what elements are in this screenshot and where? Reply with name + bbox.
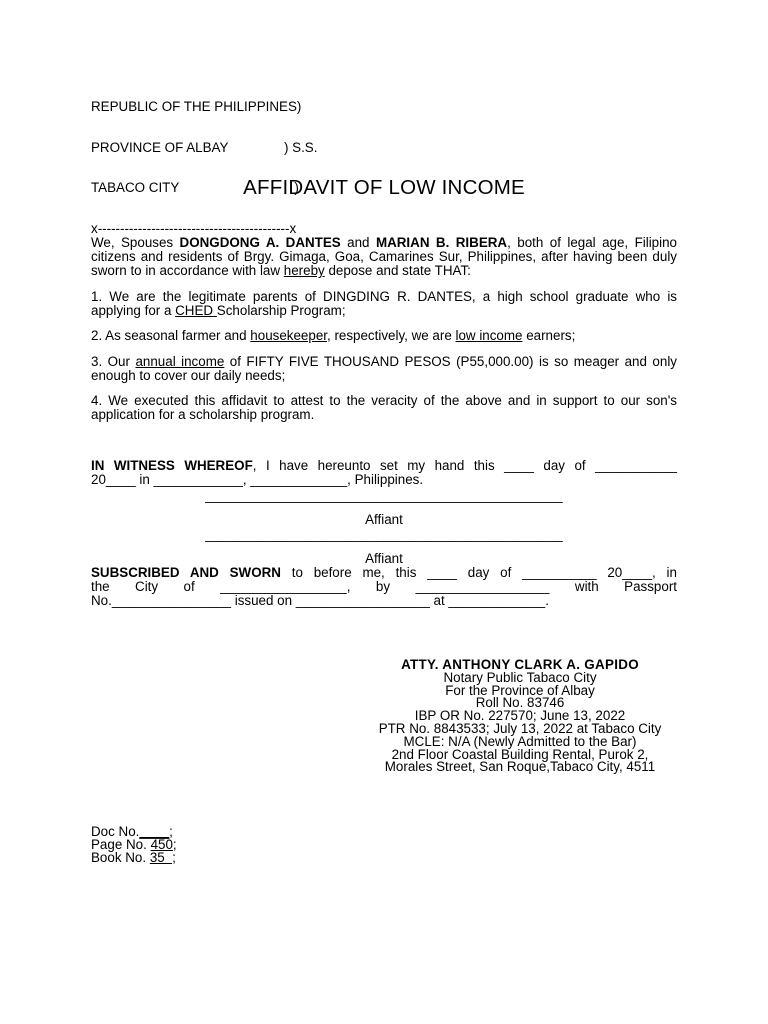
notary-roll-number: Roll No. 83746 bbox=[475, 695, 565, 711]
item-text: , respectively, we are bbox=[327, 328, 456, 343]
statement-item-4: 4. We executed this affidavit to attest to the veracity of the above and in support to our son's application for a scholarship program. bbox=[91, 393, 677, 422]
book-number-label: Book No. bbox=[91, 849, 150, 865]
item-text: 1. We are the legitimate parents of DINGDING R. DANTES, a high school graduate who is applying for a bbox=[91, 289, 677, 318]
witness-line-1 bbox=[91, 459, 677, 473]
notary-block bbox=[370, 659, 670, 774]
doc-number-end: ; bbox=[169, 824, 173, 839]
book-number bbox=[91, 849, 177, 865]
statement-item-1 bbox=[91, 290, 677, 318]
intro-text: , both of legal age, Filipino citizens and residents of Brgy. Gimaga, Goa, Camarines Sur, Philippines, after having been duly sworn to in accordance with law bbox=[91, 235, 677, 278]
document-title: AFFIDAVIT OF LOW INCOME bbox=[243, 176, 525, 199]
venue-line-city: TABACO CITY ) bbox=[91, 180, 299, 195]
venue-line-republic: REPUBLIC OF THE PHILIPPINES) bbox=[91, 99, 302, 114]
witness-heading: IN WITNESS WHEREOF bbox=[91, 458, 253, 473]
annual-income-text: annual income bbox=[135, 354, 225, 369]
low-income-text: low income bbox=[455, 328, 523, 343]
subscribed-text: to before me, this ____ day of __________ 20____, in bbox=[280, 565, 677, 580]
affiant-signature-line-2: ________________________________________________ bbox=[205, 527, 563, 542]
item-text: 3. Our bbox=[91, 354, 136, 369]
intro-text: depose and state THAT: bbox=[324, 263, 471, 278]
document-reference bbox=[91, 826, 177, 864]
affiant-name-2: MARIAN B. RIBERA bbox=[375, 235, 508, 250]
affiant-label-1: Affiant bbox=[365, 512, 403, 527]
book-number-value: 35 ; bbox=[149, 849, 176, 865]
item-text: 2. As seasonal farmer and bbox=[91, 328, 251, 343]
intro-text: We, Spouses bbox=[91, 235, 180, 250]
notary-province: For the Province of Albay bbox=[445, 682, 595, 698]
venue-separator: x-------------------------------------------x bbox=[91, 220, 297, 236]
page-number-end: ; bbox=[172, 836, 177, 852]
intro-paragraph bbox=[91, 236, 677, 278]
doc-number-label: Doc No. bbox=[91, 824, 140, 839]
item-text: Scholarship Program; bbox=[216, 303, 346, 318]
affiant-label-2: Affiant bbox=[365, 551, 403, 566]
statement-item-2 bbox=[91, 329, 677, 343]
housekeeper-text: housekeeper bbox=[250, 328, 327, 343]
affiant-signature-line-1: ________________________________________________ bbox=[205, 488, 563, 503]
notary-name: ATTY. ANTHONY CLARK A. GAPIDO bbox=[401, 657, 639, 672]
ched-text: CHED bbox=[175, 303, 217, 318]
witness-line-2: 20____ in ____________, _____________, Philippines. bbox=[91, 472, 424, 487]
notary-title: Notary Public Tabaco City bbox=[443, 669, 597, 685]
item-text: earners; bbox=[522, 328, 576, 343]
subscribed-line-2: the City of _________________, by __________________ with Passport bbox=[91, 579, 677, 594]
page-number-label: Page No. bbox=[91, 836, 151, 852]
affiant-name-1: DONGDONG A. DANTES bbox=[179, 235, 341, 250]
subscribed-heading: SUBSCRIBED AND SWORN bbox=[91, 565, 281, 580]
intro-text: and bbox=[340, 235, 376, 250]
subscribed-line-3: No.________________ issued on __________________ at _____________. bbox=[91, 593, 549, 608]
notary-address-1: 2nd Floor Coastal Building Rental, Purok 2, bbox=[391, 746, 649, 762]
witness-text: , I have hereunto set my hand this ____ day of ___________ bbox=[252, 458, 677, 473]
item-text: of FIFTY FIVE THOUSAND PESOS (P55,000.00) is so meager and only enough to cover our daily needs; bbox=[91, 354, 677, 383]
venue-line-province: PROVINCE OF ALBAY ) S.S. bbox=[91, 139, 318, 155]
notary-mcle: MCLE: N/A (Newly Admitted to the Bar) bbox=[403, 733, 637, 749]
subscribed-line-1 bbox=[91, 566, 677, 580]
doc-number-value: ____ bbox=[139, 824, 170, 839]
page-number-value: 450 bbox=[150, 836, 173, 852]
statement-item-3 bbox=[91, 355, 677, 383]
venue-caption bbox=[91, 73, 317, 249]
notary-ibp: IBP OR No. 227570; June 13, 2022 bbox=[414, 708, 626, 724]
notary-address-2: Morales Street, San Roque,Tabaco City, 4511 bbox=[384, 759, 656, 775]
hereby-text: hereby bbox=[283, 263, 325, 278]
notary-ptr: PTR No. 8843533; July 13, 2022 at Tabaco City bbox=[378, 720, 662, 736]
